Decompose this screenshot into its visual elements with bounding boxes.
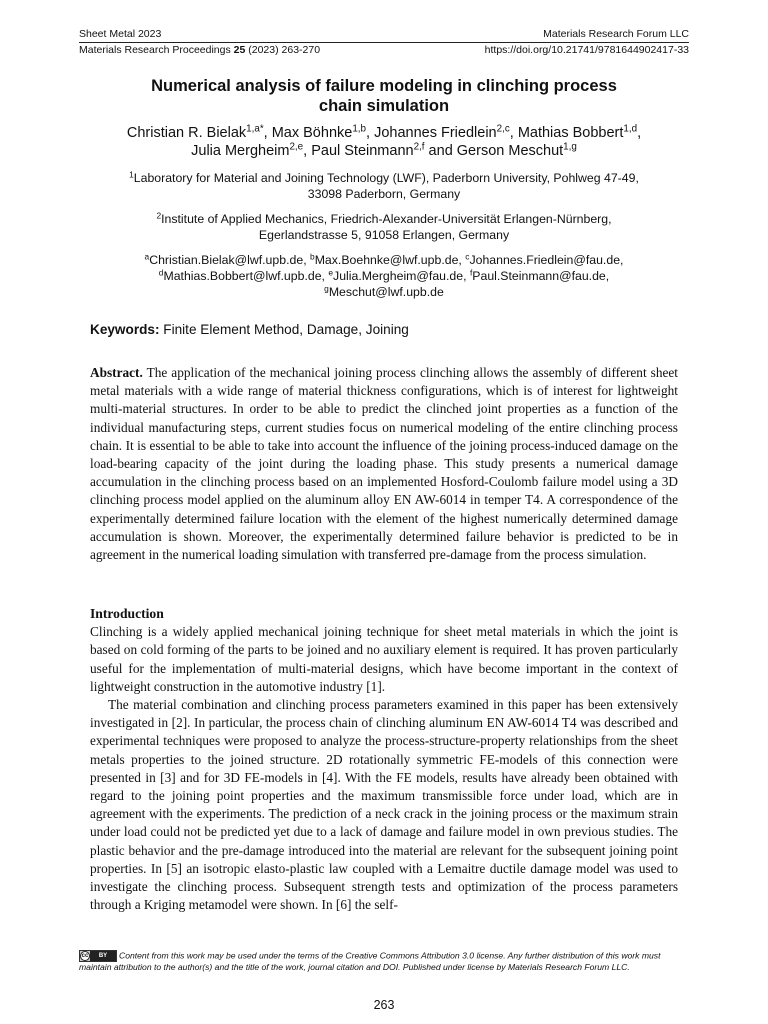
author: Christian R. Bielak <box>126 125 247 141</box>
publisher-name: Materials Research Forum LLC <box>543 28 689 40</box>
email-link[interactable]: Meschut@lwf.upb.de <box>328 285 444 299</box>
email-link[interactable]: Paul.Steinmann@fau.de <box>472 269 606 283</box>
license-footer: cc BY Content from this work may be used under the terms of the Creative Commons Attribution 3.0 license. Any further distribution of this work must maintain attribution to the author(s) and the title of the work, journal citation and DOI. Published under license by Materials Research Forum LLC. <box>79 950 661 972</box>
author: Julia Mergheim <box>191 143 290 159</box>
introduction-section <box>90 605 678 914</box>
section-heading: Introduction <box>90 606 164 621</box>
author: Max Böhnke <box>271 125 353 141</box>
paragraph: The material combination and clinching process parameters examined in this paper has been extensively investigated in [2]. In particular, the process chain of clinching aluminum EN AW-6014 T4 was described and experimental techniques were proposed to analyze the process-structure-property relationships from the sheet metals properties to the joined structure. 2D rotationally symmetric FE-models of this connection were presented in [3] and for 3D FE-models in [4]. With the FE models, results have already been obtained with regard to the joining point properties and the maximum transmissible force under load, which are in agreement with the experiments. The prediction of a neck crack in the joining process or the maximum strain under load could not be predicted yet due to a lack of damage and failure model in own previous studies. The plastic behavior and the pre-damage introduced into the material are relevant for the subsequent joining point properties. In [5] an isotropic elasto-plastic law coupled with a Lemaitre ductile damage model was used to investigate the clinching process. Subsequent strength tests and optimization of the process parameters through a Kriging metamodel were shown. In [6] the self- <box>90 697 678 913</box>
email-link[interactable]: Johannes.Friedlein@fau.de <box>469 253 621 267</box>
cc-by-license-icon[interactable]: cc BY <box>79 950 117 962</box>
author: Mathias Bobbert <box>517 125 624 141</box>
proceedings-header <box>79 44 689 57</box>
author: Johannes Friedlein <box>374 125 497 141</box>
email-list: $^a$Christian.Bielak@lwf.upb.de, $^b$Max.Boehnke@lwf.upb.de, $^c$Johannes.Friedlein@fau.de, $^d$Mathias.Bobbert@lwf.upb.de, $^e$Julia.Mergheim@fau.de, $^f$Paul.Steinmann@fau.de, $^g$Meschut@lwf.upb.de <box>144 251 624 299</box>
author: Paul Steinmann <box>311 143 414 159</box>
email-link[interactable]: Christian.Bielak@lwf.upb.de <box>149 253 304 267</box>
keywords: Keywords: Finite Element Method, Damage, Joining <box>90 322 409 337</box>
paragraph: Clinching is a widely applied mechanical joining technique for sheet metal materials in which the joint is based on cold forming of the parts to be joined and no auxiliary element is required. It has proven particularly useful for the implementation of multi-material designs, which have become important in the context of lightweight construction in the automotive industry [1]. <box>90 624 678 694</box>
affiliation-2: $^2$Institute of Applied Mechanics, Friedrich-Alexander-Universität Erlangen-Nürnberg, Egerlandstrasse 5, 91058 Erlangen, Germany <box>156 210 612 242</box>
email-link[interactable]: Max.Boehnke@lwf.upb.de <box>314 253 459 267</box>
conference-name: Sheet Metal 2023 <box>79 28 162 40</box>
running-header <box>79 28 689 41</box>
header-divider <box>79 42 689 43</box>
page-number: 263 <box>373 998 395 1012</box>
doi-link[interactable]: https://doi.org/10.21741/9781644902417-33 <box>484 44 689 56</box>
paper-title: Numerical analysis of failure modeling in clinching process chain simulation <box>151 77 617 115</box>
email-link[interactable]: Julia.Mergheim@fau.de <box>333 269 464 283</box>
author-list: Christian R. Bielak$^{1,a*}$, Max Böhnke$^{1,b}$, Johannes Friedlein$^{2,c}$, Mathias Bobbert$^{1,d}$, Julia Mergheim$^{2,e}$, Paul Steinmann$^{2,f}$ and Gerson Meschut$^{1,g}$ <box>126 123 642 159</box>
author: Gerson Meschut <box>456 143 564 159</box>
affiliation-1: $^1$Laboratory for Material and Joining Technology (LWF), Paderborn University, Pohlweg 47-49, 33098 Paderborn, Germany <box>129 169 639 201</box>
abstract: Abstract. The application of the mechanical joining process clinching allows the assembly of different sheet metal materials with a wide range of material thickness configurations, which is of interest for lightweight multi-material structures. In order to be able to predict the clinched joint properties as a function of the individual manufacturing steps, current studies focus on numerical modeling of the entire clinching process chain. It is essential to be able to take into account the influence of the joining process-induced damage on the load-bearing capacity of the joint during the loading phase. This study presents a numerical damage accumulation in the clinching process based on an implemented Hosford-Coulomb failure model using a 3D clinching process model applied on the aluminum alloy EN AW-6014 in temper T4. A correspondence of the experimentally determined failure location with the element of the highest numerically determined damage accumulation is shown. Moreover, the experimentally determined failure behavior is predicted to be in agreement in the numerical loading simulation with transferred pre-damage from the process simulation. <box>90 365 678 563</box>
email-link[interactable]: Mathias.Bobbert@lwf.upb.de <box>163 269 322 283</box>
abstract-label: Abstract. <box>90 365 143 380</box>
proceedings-citation: Materials Research Proceedings 25 (2023) 263-270 <box>79 44 321 56</box>
